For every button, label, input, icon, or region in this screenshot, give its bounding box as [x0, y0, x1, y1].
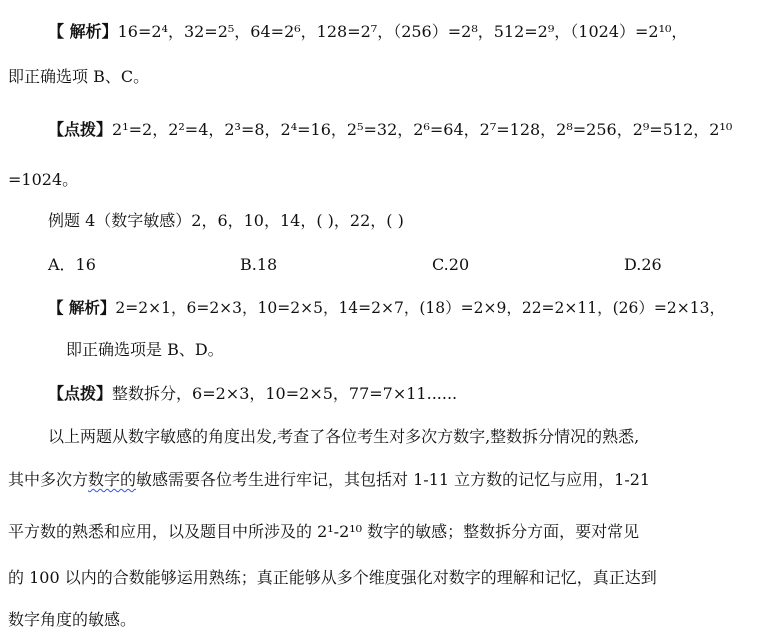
paragraph-line-1: 以上两题从数字敏感的角度出发,考查了各位考生对多次方数字,整数拆分情况的熟悉,: [48, 427, 640, 446]
analysis-1-continuation: 即正确选项 B、C。: [8, 67, 150, 86]
example-4-question: 例题 4（数字敏感）2，6，10，14，( )，22，( ): [48, 211, 404, 230]
analysis-1-text: 16=2⁴，32=2⁵，64=2⁶，128=2⁷，（256）=2⁸，512=2⁹，（1024）=2¹⁰，: [117, 22, 688, 41]
paragraph-line-5: 数字角度的敏感。: [8, 610, 137, 629]
tip-1-line: [48, 120, 732, 140]
analysis-1-line: [48, 22, 687, 42]
tip-1-label: 【点拨】: [48, 120, 113, 139]
spellcheck-underline: 数字的: [88, 470, 137, 489]
option-b: B.18: [240, 255, 278, 274]
tip-1-text: 2¹=2，2²=4，2³=8，2⁴=16，2⁵=32，2⁶=64，2⁷=128，2⁸=256，2⁹=512，2¹⁰: [112, 120, 733, 139]
paragraph-line-2-start: 其中多次方: [8, 470, 89, 489]
option-c: C.20: [432, 255, 470, 274]
tip-2-line: [48, 384, 457, 404]
paragraph-line-2: [8, 470, 650, 490]
option-d: D.26: [624, 255, 662, 274]
paragraph-line-2-end: 敏感需要各位考生进行牢记，其包括对 1-11 立方数的记忆与应用，1-21: [136, 470, 651, 489]
analysis-2-line: [48, 298, 725, 318]
analysis-2-label: 【 解析】: [48, 298, 116, 317]
analysis-2-continuation: 即正确选项是 B、D。: [66, 340, 224, 359]
paragraph-line-3: 平方数的熟悉和应用，以及题目中所涉及的 2¹-2¹⁰ 数字的敏感；整数拆分方面，要对常见: [8, 522, 640, 541]
tip-2-label: 【点拨】: [48, 384, 113, 403]
analysis-2-text: 2=2×1，6=2×3，10=2×5，14=2×7，(18）=2×9，22=2×11，(26）=2×13，: [115, 299, 725, 317]
analysis-1-label: 【 解析】: [48, 22, 118, 41]
paragraph-line-4: 的 100 以内的合数能够运用熟练；真正能够从多个维度强化对数字的理解和记忆，真正达到: [8, 568, 657, 587]
option-a: A．16: [48, 255, 96, 274]
tip-2-text: 整数拆分，6=2×3，10=2×5，77=7×11......: [112, 384, 458, 403]
tip-1-continuation: =1024。: [8, 170, 79, 189]
